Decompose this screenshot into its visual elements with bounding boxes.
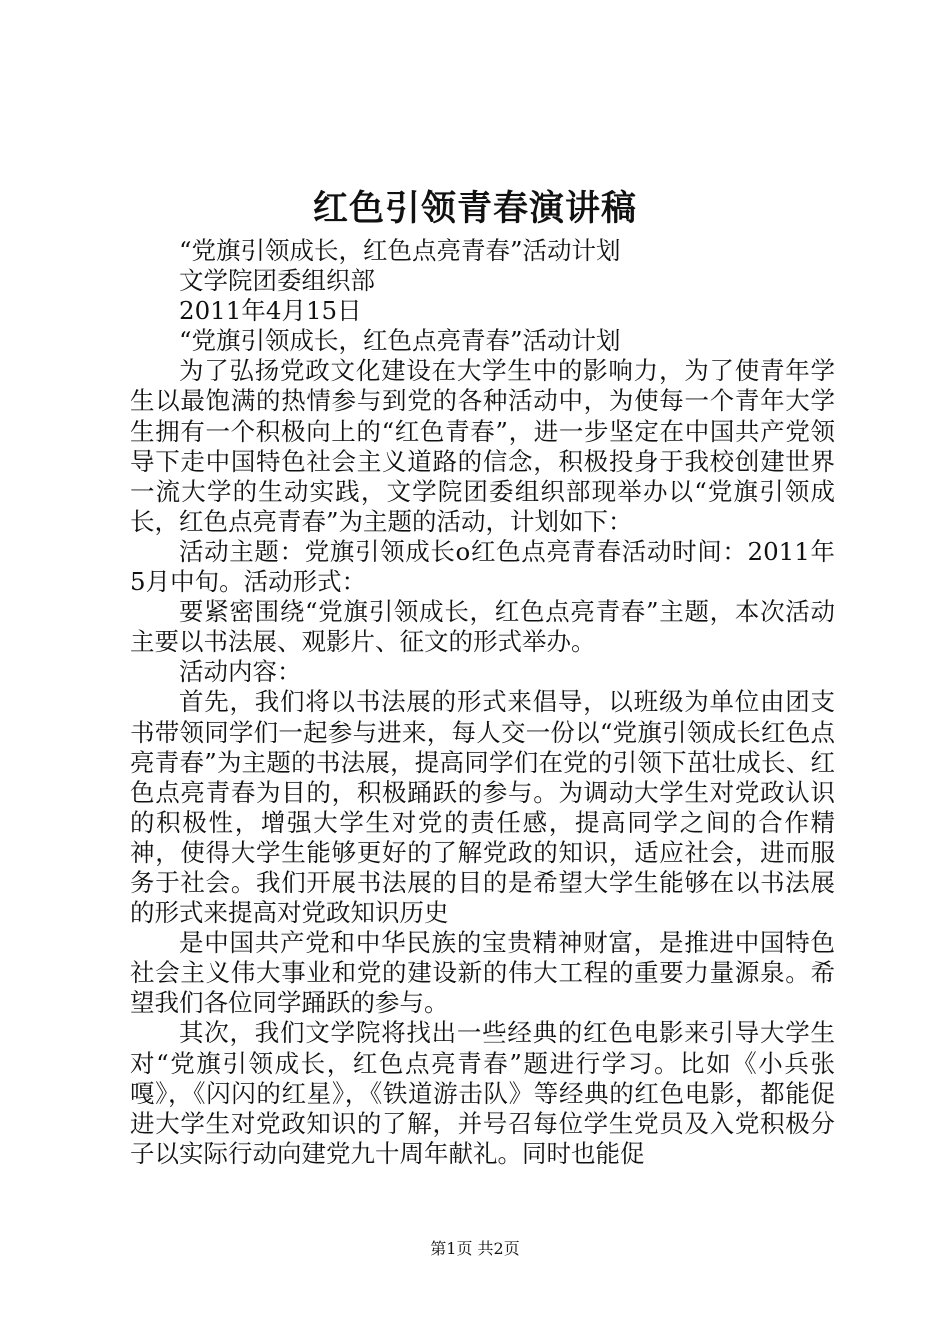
paragraph-second: 其次，我们文学院将找出一些经典的红色电影来引导大学生对“党旗引领成长，红色点亮青春”题进行学习。比如《小兵张嘎》，《闪闪的红星》，《铁道游击队》等经典的红色电影，都能促进大学生对党政知识的了解，并号召每位学生党员及入党积极分子以实际行动向建党九十周年献礼。同时也能促: [130, 1018, 835, 1168]
paragraph-spirit: 是中国共产党和中华民族的宝贵精神财富，是推进中国特色社会主义伟大事业和党的建设新的伟大工程的重要力量源泉。希望我们各位同学踊跃的参与。: [130, 928, 835, 1018]
paragraph-activity-plan-heading: “党旗引领成长，红色点亮青春”活动计划: [179, 236, 621, 265]
page-number-footer: 第1页 共2页: [430, 1239, 520, 1258]
document-body: [130, 236, 835, 1169]
paragraph-format: 要紧密围绕“党旗引领成长，红色点亮青春”主题，本次活动主要以书法展、观影片、征文的形式举办。: [130, 597, 835, 657]
paragraph-content-heading: 活动内容：: [179, 657, 302, 687]
paragraph-organizer: 文学院团委组织部: [179, 266, 375, 296]
document-title: 红色引领青春演讲稿: [312, 188, 637, 229]
paragraph-intro: 为了弘扬党政文化建设在大学生中的影响力，为了使青年学生以最饱满的热情参与到党的各种活动中，为使每一个青年大学生拥有一个积极向上的“红色青春”，进一步坚定在中国共产党领导下走中国特色社会主义道路的信念，积极投身于我校创建世界一流大学的生动实践，文学院团委组织部现举办以“党旗引领成长，红色点亮青春”为主题的活动，计划如下：: [130, 356, 835, 536]
paragraph-date: 2011年4月15日: [179, 296, 362, 326]
paragraph-theme-time: 活动主题：党旗引领成长o红色点亮青春活动时间：2011年5月中旬。活动形式：: [130, 536, 835, 597]
paragraph-first: 首先，我们将以书法展的形式来倡导，以班级为单位由团支书带领同学们一起参与进来，每人交一份以“党旗引领成长红色点亮青春”为主题的书法展，提高同学们在党的引领下茁壮成长、红色点亮青春为目的，积极踊跃的参与。为调动大学生对党政认识的积极性，增强大学生对党的责任感，提高同学之间的合作精神，使得大学生能够更好的了解党政的知识，适应社会，进而服务于社会。我们开展书法展的目的是希望大学生能够在以书法展的形式来提高对党政知识历史: [130, 687, 835, 928]
paragraph-activity-plan-title: “党旗引领成长，红色点亮青春”活动计划: [179, 326, 621, 356]
